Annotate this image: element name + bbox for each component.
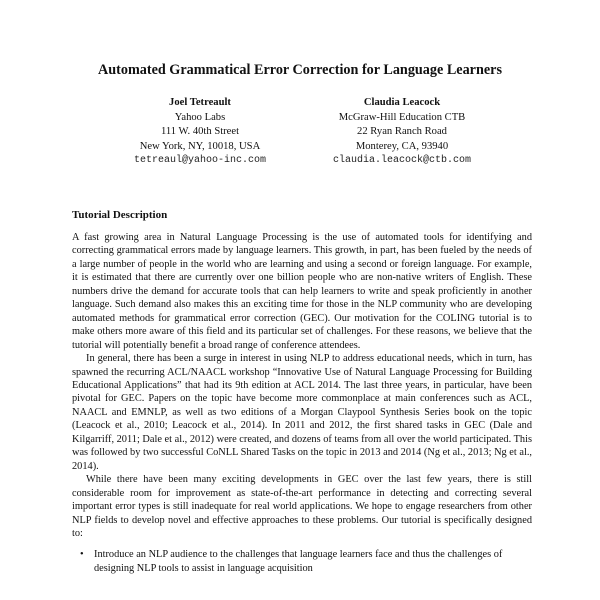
- bullet-list: [72, 548, 532, 575]
- author-name: Joel Tetreault: [169, 97, 231, 108]
- section-body: [72, 231, 532, 575]
- paragraph-2: In general, there has been a surge in interest in using NLP to address educational needs, which in turn, has spawned the recurring ACL/NAACL workshop “Innovative Use of Natural Language Processing for Building Educational Applications” that had its 9th edition at ACL 2014. The last three years, in particular, have been pivotal for GEC. Papers on the topic have become more commonplace at main conferences such as ACL, NAACL and EMNLP, as well as two editions of a Morgan Claypool Synthesis Series book on the topic (Leacock et al., 2010; Leacock et al., 2014). In 2011 and 2012, the first shared tasks in GEC (Dale and Kilgarriff, 2011; Dale et al., 2012) were created, and dozens of teams from all over the world participated. This was followed by two successful CoNLL Shared Tasks on the topic in 2013 and 2014 (Ng et al., 2013; Ng et al., 2014).: [72, 353, 532, 472]
- author-name: Claudia Leacock: [363, 97, 441, 108]
- author-email[interactable]: tetreaul@yahoo-inc.com: [133, 155, 267, 167]
- bullet-icon: •: [80, 549, 84, 561]
- author-address-line2: New York, NY, 10018, USA: [139, 140, 261, 152]
- author-address-line1: 22 Ryan Ranch Road: [357, 126, 447, 138]
- paragraph-3: While there have been many exciting developments in GEC over the last few years, there is still considerable room for improvement as state-of-the-art performance in detecting and correcting several important error types is still inadequate for real world applications. We hope to engage researchers from other NLP fields to develop novel and effective approaches to these problems. Our tutorial is specifically designed to:: [72, 474, 532, 539]
- author-email[interactable]: claudia.leacock@ctb.com: [332, 155, 472, 167]
- paragraph-1: A fast growing area in Natural Language Processing is the use of automated tools for identifying and correcting grammatical errors made by language learners. This growth, in part, has been fueled by the needs of a large number of people in the world who are learning and using a second or foreign language. For example, it is estimated that there are currently over one billion people who are non-native writers of English. These numbers drive the demand for accurate tools that can help learners to write and speak proficiently in another language. Such demand also makes this an exciting time for those in the NLP community who are developing automated methods for grammatical error correction (GEC). Our motivation for the COLING tutorial is to make others more aware of this field and its particular set of challenges. For these reasons, we believe that the tutorial will potentially benefit a broad range of conference attendees.: [72, 232, 532, 351]
- author-affiliation: Yahoo Labs: [174, 111, 226, 123]
- author-block-2: [282, 96, 522, 169]
- section-heading: Tutorial Description: [72, 209, 168, 221]
- author-address-line1: 111 W. 40th Street: [160, 126, 240, 138]
- author-address-line2: Monterey, CA, 93940: [355, 140, 449, 152]
- bullet-text: Introduce an NLP audience to the challenges that language learners face and thus the challenges of designing NLP tools to assist in language acquisition: [94, 549, 503, 574]
- bullet-item: [80, 548, 532, 575]
- paper-title: Automated Grammatical Error Correction for Language Learners: [97, 62, 502, 78]
- author-affiliation: McGraw-Hill Education CTB: [338, 111, 466, 123]
